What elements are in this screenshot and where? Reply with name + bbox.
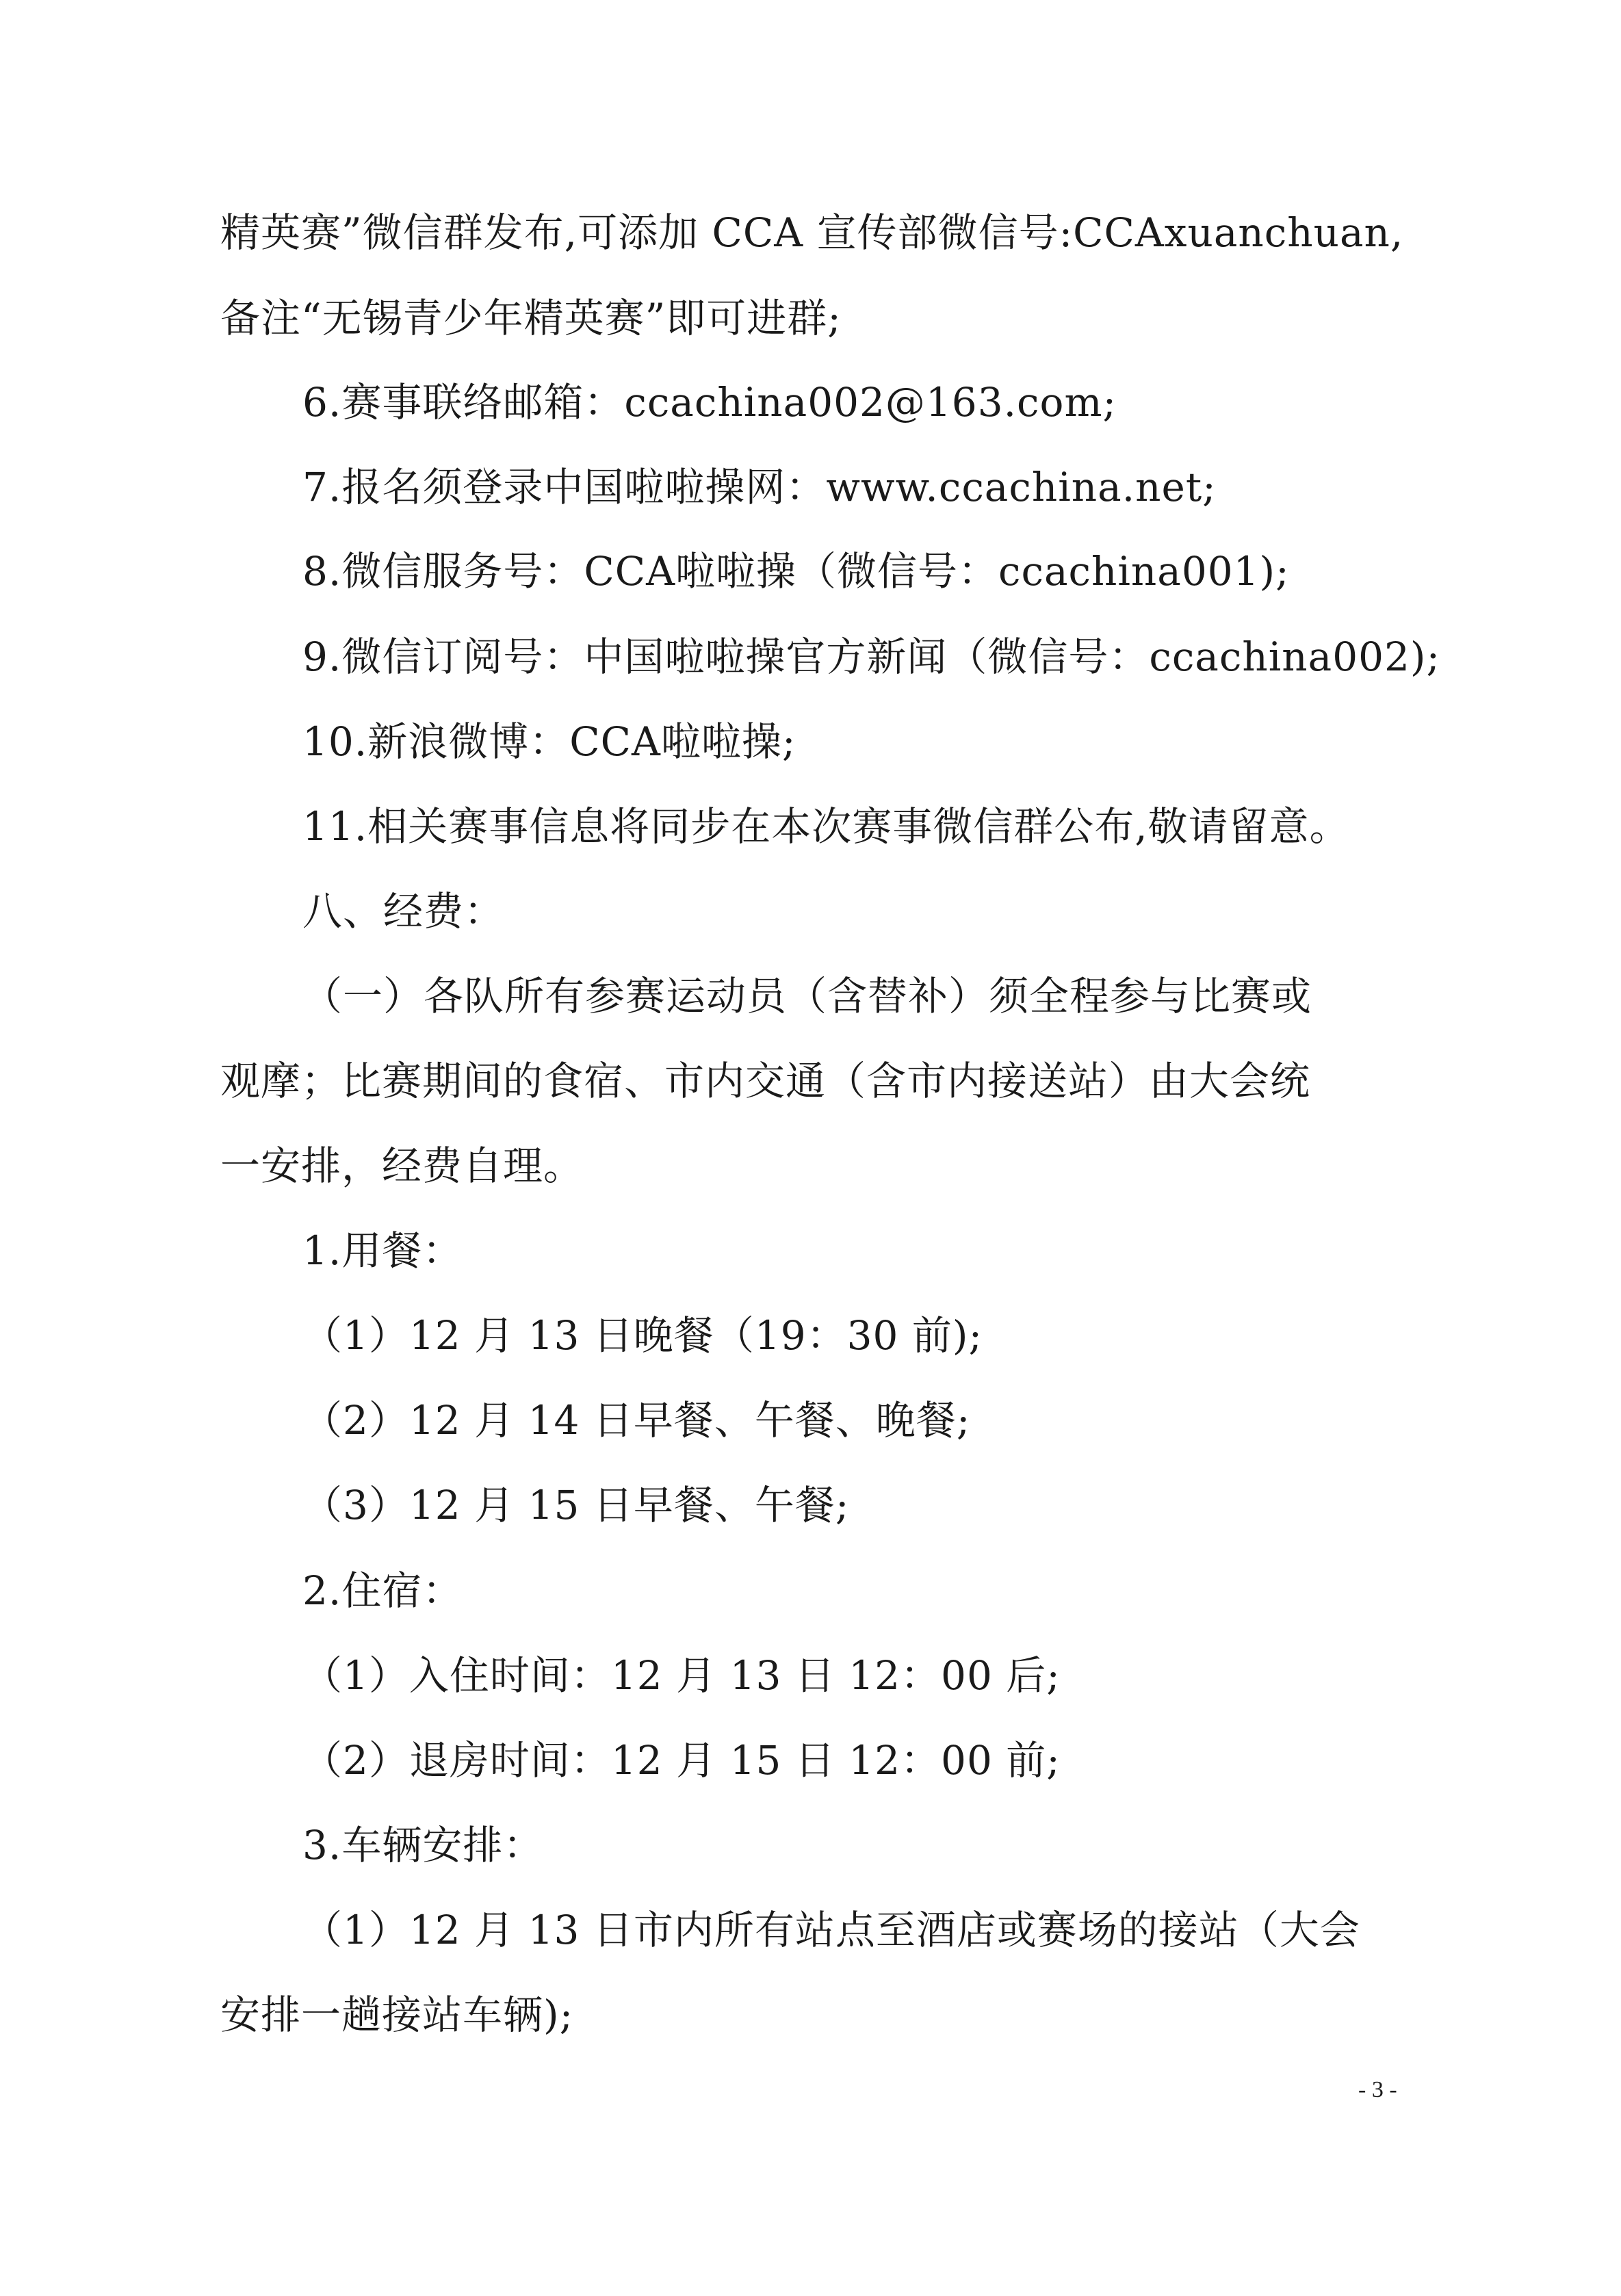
text-line-7: 10.新浪微博：CCA啦啦操; [302,718,796,765]
text-line-16: （3）12 月 15 日早餐、午餐; [302,1482,850,1528]
text-line-22: 安排一趟接站车辆); [220,1992,574,2038]
subheading-accommodation: 2.住宿： [302,1567,463,1614]
text-line-19: （2）退房时间：12 月 15 日 12：00 前; [302,1737,1061,1784]
text-line-1: 精英赛”微信群发布,可添加 CCA 宣传部微信号:CCAxuanchuan, [220,209,1404,256]
text-line-21: （1）12 月 13 日市内所有站点至酒店或赛场的接站（大会 [302,1907,1360,1953]
text-line-15: （2）12 月 14 日早餐、午餐、晚餐; [302,1397,971,1444]
text-line-8: 11.相关赛事信息将同步在本次赛事微信群公布,敬请留意。 [302,803,1350,850]
text-line-6: 9.微信订阅号：中国啦啦操官方新闻（微信号：ccachina002); [302,634,1441,680]
subheading-meals: 1.用餐： [302,1227,463,1274]
text-line-2: 备注“无锡青少年精英赛”即可进群; [220,295,842,341]
page-number: - 3 - [1358,2077,1397,2102]
text-line-11: 观摩；比赛期间的食宿、市内交通（含市内接送站）由大会统 [220,1058,1311,1104]
text-line-18: （1）入住时间：12 月 13 日 12：00 后; [302,1652,1061,1699]
text-line-10: （一）各队所有参赛运动员（含替补）须全程参与比赛或 [302,973,1312,1019]
text-line-12: 一安排，经费自理。 [220,1143,584,1189]
text-line-14: （1）12 月 13 日晚餐（19：30 前); [302,1312,983,1359]
text-line-5: 8.微信服务号：CCA啦啦操（微信号：ccachina001); [302,548,1290,595]
text-line-3: 6.赛事联络邮箱：ccachina002@163.com; [302,379,1117,426]
text-line-4: 7.报名须登录中国啦啦操网：www.ccachina.net; [302,464,1217,510]
section-heading-funding: 八、经费： [302,888,505,935]
subheading-vehicles: 3.车辆安排： [302,1822,544,1868]
